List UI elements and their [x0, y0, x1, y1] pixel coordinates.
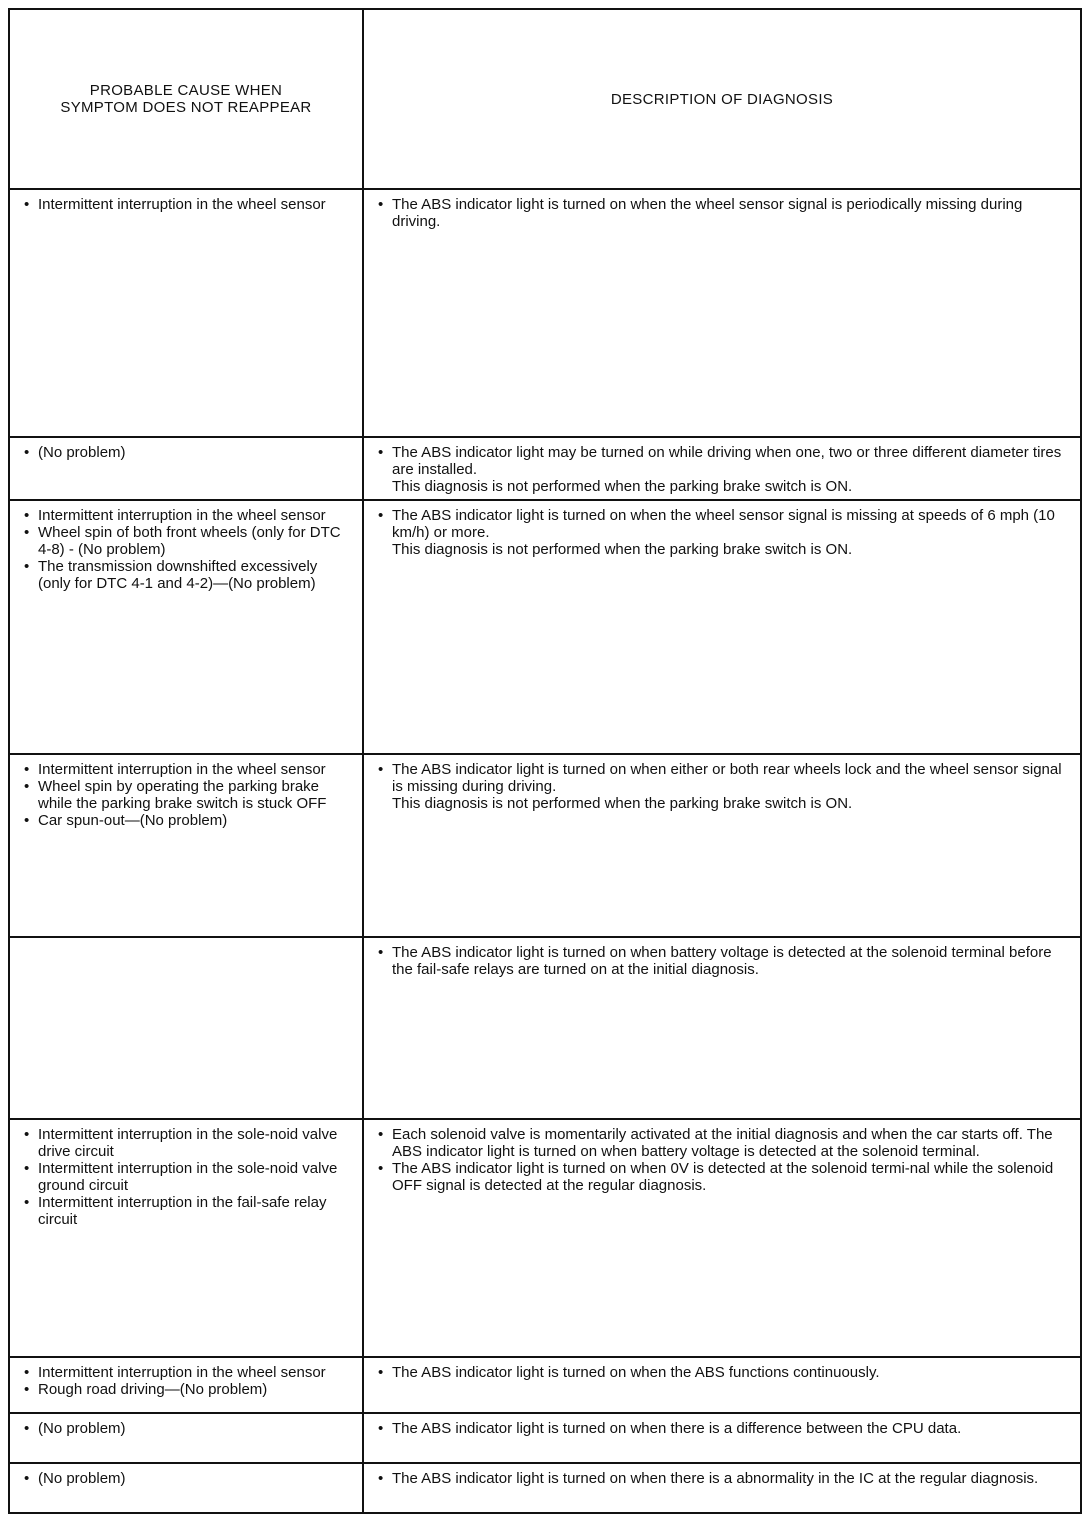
description-item [378, 507, 1070, 558]
description-text: The ABS indicator light is turned on when the ABS functions continuously. [392, 1364, 880, 1381]
description-text: The ABS indicator light is turned on when 0V is detected at the solenoid termi-nal while the solenoid OFF signal is detected at the regular diagnosis. [392, 1160, 1054, 1194]
description-text: The ABS indicator light is turned on when either or both rear wheels lock and the wheel sensor signal is missing during driving. [392, 761, 1062, 795]
description-column-header [363, 9, 1081, 189]
description-item [378, 444, 1070, 495]
description-cell [363, 1463, 1081, 1513]
cause-column-header [9, 9, 363, 189]
cause-item: • Rough road driving—(No problem) [24, 1381, 352, 1398]
cause-list [10, 1414, 362, 1441]
description-item [378, 761, 1070, 812]
description-text: The ABS indicator light may be turned on while driving when one, two or three different diameter tires are installed. [392, 444, 1062, 478]
description-list [364, 938, 1080, 982]
description-header-text: DESCRIPTION OF DIAGNOSIS [610, 90, 834, 108]
description-list [364, 1120, 1080, 1198]
cause-cell [9, 189, 363, 437]
table-body [9, 189, 1081, 1513]
description-note: This diagnosis is not performed when the parking brake switch is ON. [392, 795, 853, 812]
description-list [364, 755, 1080, 816]
description-item [378, 196, 1070, 230]
cause-cell [9, 754, 363, 937]
cause-cell [9, 1119, 363, 1357]
cause-item: • The transmission downshifted excessively (only for DTC 4-1 and 4-2)—(No problem) [24, 558, 352, 592]
cause-item: • Intermittent interruption in the sole-noid valve drive circuit [24, 1126, 352, 1160]
table-row [9, 754, 1081, 937]
description-cell [363, 1119, 1081, 1357]
description-cell [363, 500, 1081, 754]
description-list [364, 1464, 1080, 1491]
description-cell [363, 1357, 1081, 1413]
description-list [364, 501, 1080, 562]
description-list [364, 190, 1080, 234]
description-item [378, 1126, 1070, 1160]
document-page [8, 8, 1080, 1508]
table-row [9, 1413, 1081, 1463]
cause-item: • Intermittent interruption in the sole-noid valve ground circuit [24, 1160, 352, 1194]
table-row [9, 437, 1081, 500]
table-row [9, 937, 1081, 1119]
description-list [364, 1414, 1080, 1441]
cause-list [10, 1464, 362, 1491]
cause-list [10, 755, 362, 833]
cause-list [10, 438, 362, 465]
table-row [9, 1357, 1081, 1413]
cause-item: • (No problem) [24, 1420, 352, 1437]
cause-item: • Wheel spin of both front wheels (only for DTC 4-8) - (No problem) [24, 524, 352, 558]
description-cell [363, 937, 1081, 1119]
description-text: The ABS indicator light is turned on when there is a difference between the CPU data. [392, 1420, 962, 1437]
cause-item: • Intermittent interruption in the fail-safe relay circuit [24, 1194, 352, 1228]
cause-item: • Intermittent interruption in the wheel sensor [24, 1364, 352, 1381]
description-note: This diagnosis is not performed when the parking brake switch is ON. [392, 478, 853, 495]
table-row [9, 1463, 1081, 1513]
table-row [9, 500, 1081, 754]
cause-list [10, 501, 362, 596]
header-row [9, 9, 1081, 189]
cause-cell [9, 1413, 363, 1463]
description-text: The ABS indicator light is turned on when the wheel sensor signal is missing at speeds of 6 mph (10 km/h) or more. [392, 507, 1055, 541]
description-cell [363, 189, 1081, 437]
cause-item: • Wheel spin by operating the parking brake while the parking brake switch is stuck OFF [24, 778, 352, 812]
cause-item: • (No problem) [24, 1470, 352, 1487]
description-cell [363, 437, 1081, 500]
description-item [378, 1470, 1070, 1487]
cause-cell [9, 937, 363, 1119]
table-row [9, 1119, 1081, 1357]
cause-item: • Intermittent interruption in the wheel sensor [24, 196, 352, 213]
description-item [378, 1160, 1070, 1194]
description-note: This diagnosis is not performed when the parking brake switch is ON. [392, 541, 853, 558]
description-text: The ABS indicator light is turned on when battery voltage is detected at the solenoid terminal before the fail-safe relays are turned on at the initial diagnosis. [392, 944, 1052, 978]
cause-item: • Intermittent interruption in the wheel sensor [24, 507, 352, 524]
table-row [9, 189, 1081, 437]
description-item [378, 944, 1070, 978]
cause-list [10, 1358, 362, 1402]
cause-cell [9, 500, 363, 754]
description-text: The ABS indicator light is turned on when there is a abnormality in the IC at the regular diagnosis. [392, 1470, 1039, 1487]
description-cell [363, 1413, 1081, 1463]
cause-cell [9, 1357, 363, 1413]
description-list [364, 438, 1080, 499]
cause-list [10, 190, 362, 217]
cause-item: • Intermittent interruption in the wheel sensor [24, 761, 352, 778]
cause-item: • Car spun-out—(No problem) [24, 812, 352, 829]
cause-cell [9, 437, 363, 500]
description-list [364, 1358, 1080, 1385]
description-text: Each solenoid valve is momentarily activated at the initial diagnosis and when the car starts off. The ABS indicator light is turned on when battery voltage is detected at the solenoid terminal. [392, 1126, 1053, 1160]
description-cell [363, 754, 1081, 937]
cause-header-text: PROBABLE CAUSE WHEN SYMPTOM DOES NOT REAPPEAR [60, 82, 312, 116]
cause-cell [9, 1463, 363, 1513]
cause-list [10, 1120, 362, 1232]
diagnosis-table [8, 8, 1082, 1514]
description-item [378, 1364, 1070, 1381]
description-text: The ABS indicator light is turned on when the wheel sensor signal is periodically missing during driving. [392, 196, 1023, 230]
description-item [378, 1420, 1070, 1437]
cause-item: • (No problem) [24, 444, 352, 461]
